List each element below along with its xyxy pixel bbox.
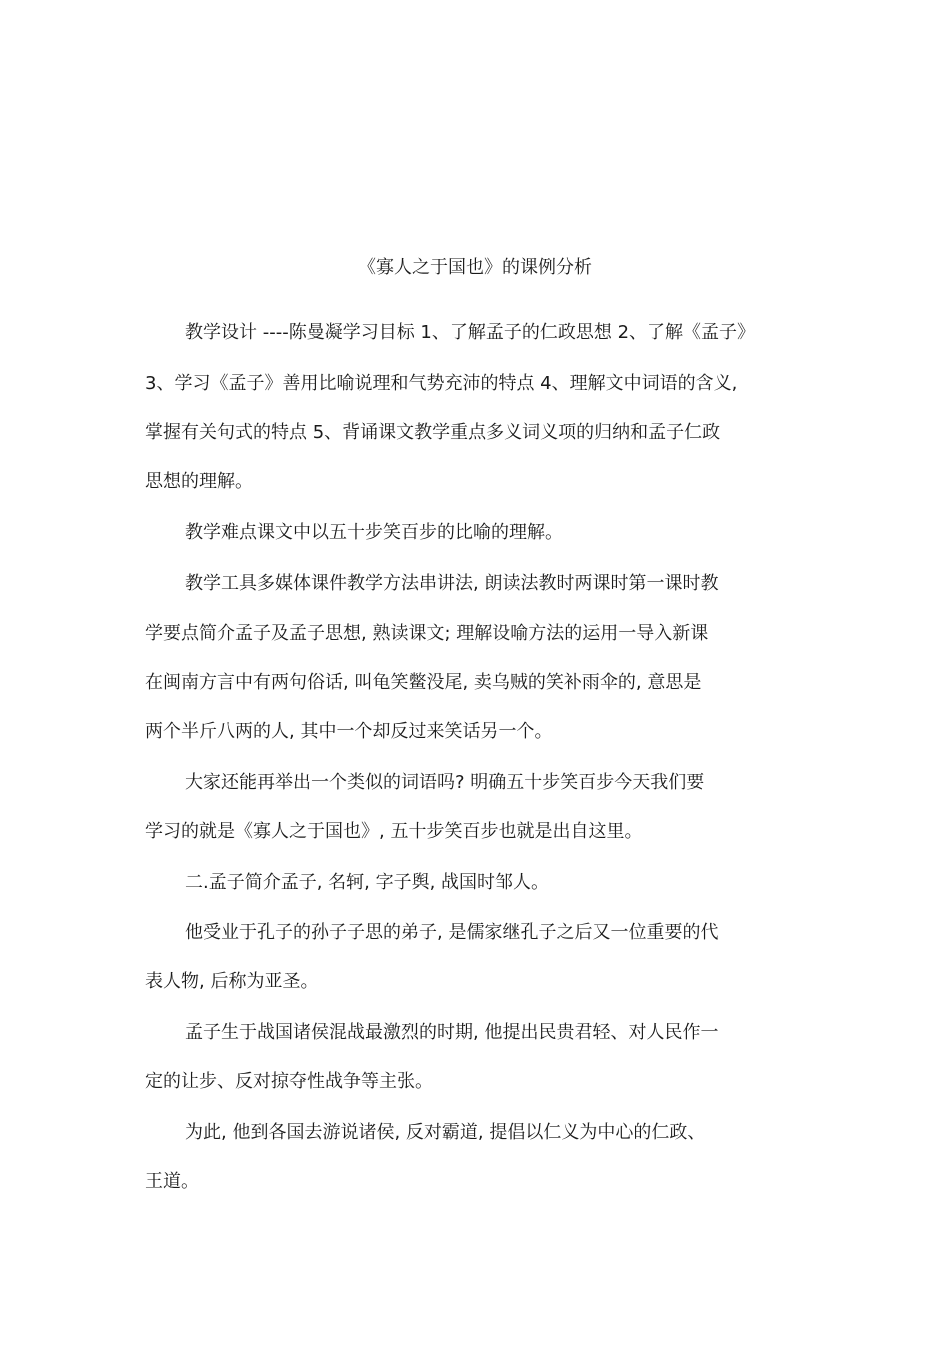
paragraph-line: 教学设计 ----陈曼凝学习目标 1、了解孟子的仁政思想 2、了解《孟子》: [185, 322, 756, 343]
paragraph-line: 教学工具多媒体课件教学方法串讲法, 朗读法教时两课时第一课时教: [185, 573, 719, 594]
paragraph-line: 二.孟子简介孟子, 名轲, 字子舆, 战国时邹人。: [185, 872, 550, 893]
paragraph-line: 3、学习《孟子》善用比喻说理和气势充沛的特点 4、理解文中词语的含义,: [145, 373, 738, 394]
paragraph-line: 学要点简介孟子及孟子思想, 熟读课文; 理解设喻方法的运用一导入新课: [145, 623, 709, 644]
paragraph-line: 学习的就是《寡人之于国也》, 五十步笑百步也就是出自这里。: [145, 821, 643, 842]
paragraph-line: 教学难点课文中以五十步笑百步的比喻的理解。: [185, 522, 563, 543]
paragraph-line: 表人物, 后称为亚圣。: [145, 971, 319, 992]
paragraph-line: 他受业于孔子的孙子子思的弟子, 是儒家继孔子之后又一位重要的代: [185, 922, 719, 943]
paragraph-line: 为此, 他到各国去游说诸侯, 反对霸道, 提倡以仁义为中心的仁政、: [185, 1122, 706, 1143]
paragraph-line: 掌握有关句式的特点 5、背诵课文教学重点多义词义项的归纳和孟子仁政: [145, 422, 721, 443]
paragraph-line: 孟子生于战国诸侯混战最激烈的时期, 他提出民贵君轻、对人民作一: [185, 1022, 719, 1043]
paragraph-line: 思想的理解。: [145, 471, 253, 492]
paragraph-line: 两个半斤八两的人, 其中一个却反过来笑话另一个。: [145, 721, 553, 742]
paragraph-line: 在闽南方言中有两句俗话, 叫龟笑鳖没尾, 卖乌贼的笑补雨伞的, 意思是: [145, 672, 702, 693]
document-title: 《寡人之于国也》的课例分析: [358, 257, 592, 278]
paragraph-line: 王道。: [145, 1171, 199, 1192]
paragraph-line: 大家还能再举出一个类似的词语吗? 明确五十步笑百步今天我们要: [185, 772, 705, 793]
paragraph-line: 定的让步、反对掠夺性战争等主张。: [145, 1071, 433, 1092]
